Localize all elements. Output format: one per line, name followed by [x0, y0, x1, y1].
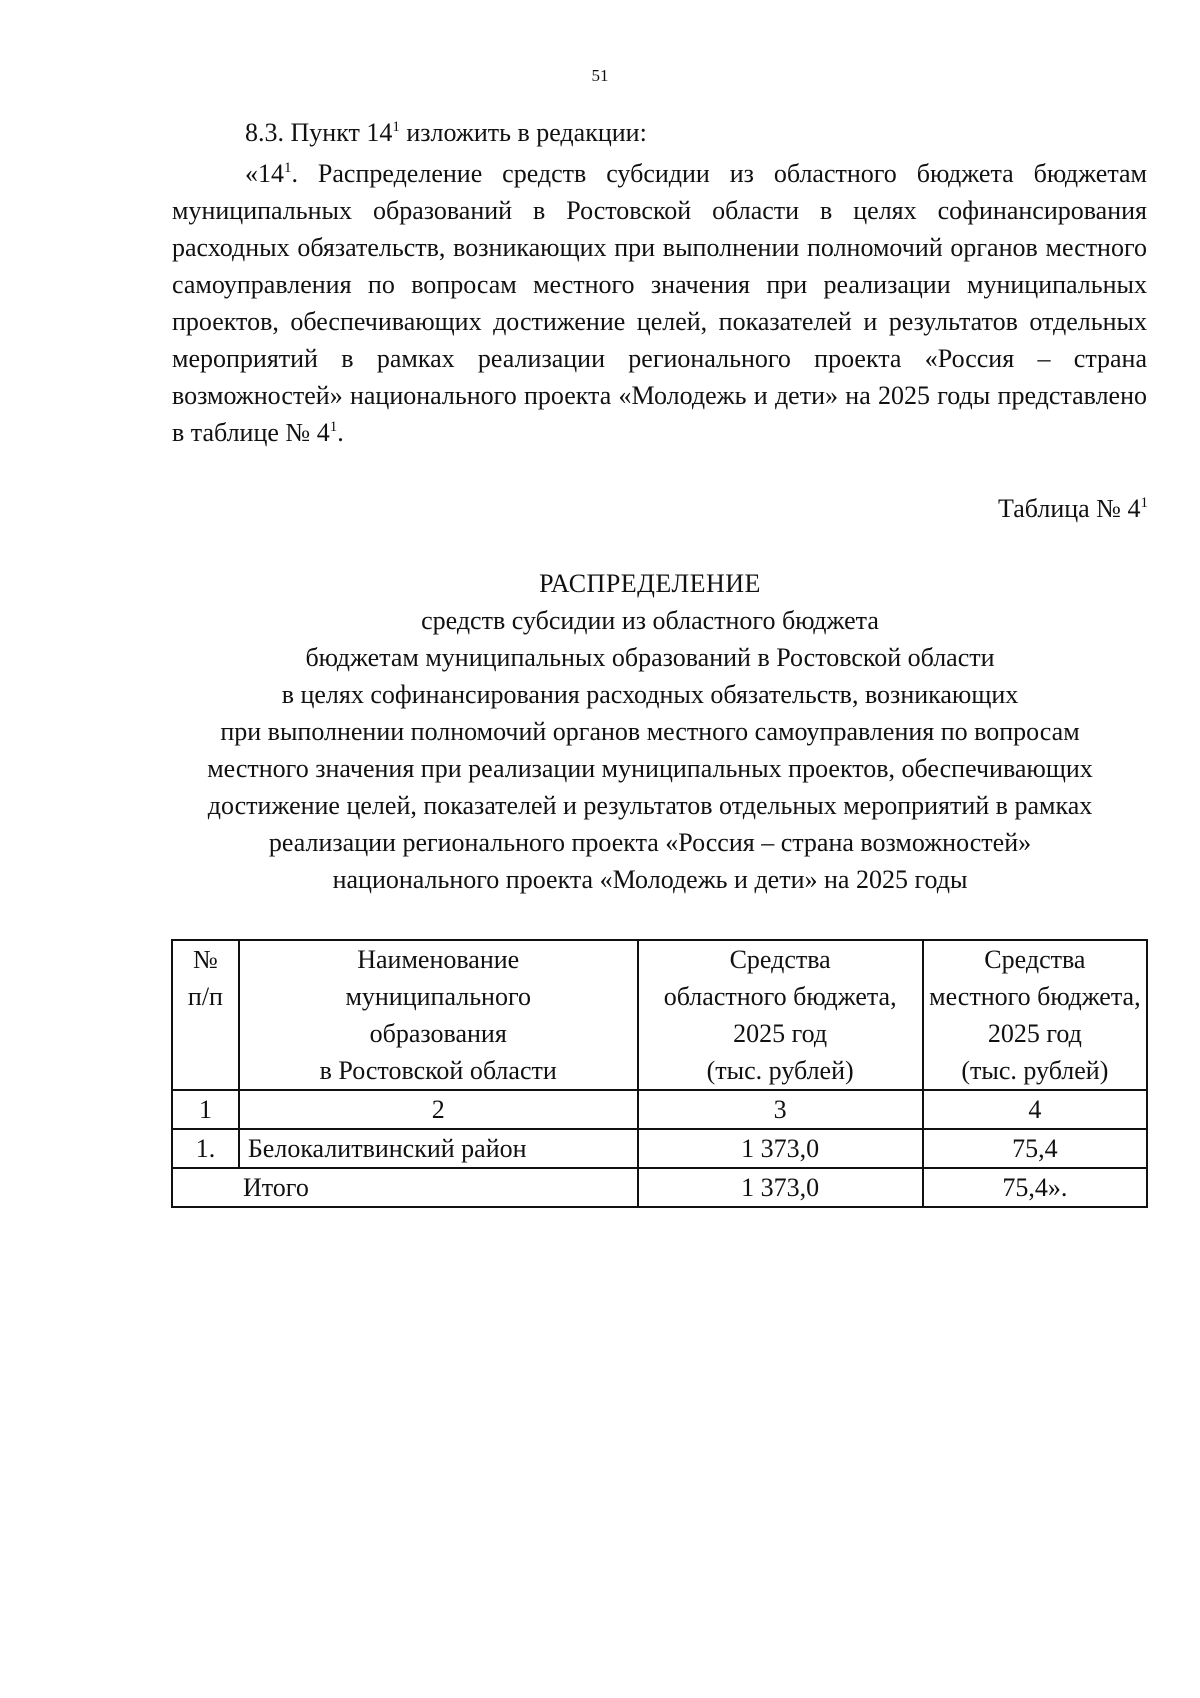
- header-regional-line: областного бюджета,: [663, 982, 897, 1011]
- distribution-table: [171, 939, 1148, 1208]
- title-line: достижение целей, показателей и результатов отдельных мероприятий в рамках: [207, 791, 1093, 820]
- header-regional-line: 2025 год: [733, 1019, 828, 1048]
- header-regional: [638, 940, 923, 1090]
- title-line: в целях софинансирования расходных обязательств, возникающих: [281, 680, 1019, 709]
- header-local-line: местного бюджета,: [929, 982, 1141, 1011]
- header-local-line: (тыс. рублей): [961, 1056, 1109, 1085]
- amendment-prefix: 8.3. Пункт 14: [245, 118, 393, 147]
- table-label-superscript: 1: [1140, 495, 1148, 511]
- header-local-line: 2025 год: [987, 1019, 1082, 1048]
- paragraph-superscript-1: 1: [284, 160, 292, 176]
- total-local-cell: 75,4».: [923, 1168, 1147, 1207]
- title-line: средств субсидии из областного бюджета: [421, 606, 879, 635]
- amendment-suffix: изложить в редакции:: [399, 118, 647, 147]
- amendment-line: [245, 118, 647, 148]
- title-line: местного значения при реализации муниципальных проектов, обеспечивающих: [207, 754, 1093, 783]
- table-row: [172, 1129, 1147, 1168]
- total-regional-cell: 1 373,0: [638, 1168, 923, 1207]
- title-line: реализации регионального проекта «Россия – страна возможностей»: [268, 828, 1032, 857]
- header-regional-line: Средства: [729, 945, 831, 974]
- column-number-cell: 4: [923, 1090, 1147, 1129]
- table-label: [998, 494, 1148, 524]
- table-header-row: [172, 940, 1147, 1090]
- table-label-text: Таблица № 4: [997, 494, 1141, 523]
- title-line: при выполнении полномочий органов местного самоуправления по вопросам: [220, 717, 1080, 746]
- row-name-cell: Белокалитвинский район: [239, 1129, 638, 1168]
- total-label-cell: Итого: [172, 1168, 638, 1207]
- paragraph-superscript-2: 1: [329, 419, 338, 435]
- paragraph-open: «14: [245, 159, 284, 188]
- distribution-title: [150, 565, 1150, 898]
- column-number-row: [172, 1090, 1147, 1129]
- amendment-superscript: 1: [392, 119, 400, 135]
- amendment-paragraph: [172, 155, 1147, 451]
- header-local-line: Средства: [984, 945, 1086, 974]
- header-name-line: образования: [369, 1019, 507, 1048]
- title-heading: РАСПРЕДЕЛЕНИЕ: [539, 569, 761, 598]
- header-local: [923, 940, 1147, 1090]
- paragraph-body: . Распределение средств субсидии из областного бюджета бюджетам муниципальных образований в Ростовской области в целях софинансирования расходных обязательств, возникающих при выполнении полномочий органов местного самоуправления по вопросам местного значения при реализации муниципальных проектов, обеспечивающих достижение целей, показателей и результатов отдельных мероприятий в рамках реализации регионального проекта «Россия – страна возможностей» национального проекта «Молодежь и дети» на 2025 годы представлено в таблице № 4: [172, 159, 1147, 447]
- column-number-cell: 3: [638, 1090, 923, 1129]
- column-number-cell: 1: [172, 1090, 239, 1129]
- row-local-cell: 75,4: [923, 1129, 1147, 1168]
- total-row: [172, 1168, 1147, 1207]
- page-number: 51: [591, 66, 609, 85]
- column-number-cell: 2: [239, 1090, 638, 1129]
- header-name-line: в Ростовской области: [319, 1056, 557, 1085]
- header-name-line: Наименование: [357, 945, 520, 974]
- header-num: [172, 940, 239, 1090]
- title-line: бюджетам муниципальных образований в Ростовской области: [305, 643, 995, 672]
- title-line: национального проекта «Молодежь и дети» на 2025 годы: [332, 865, 968, 894]
- header-name: [239, 940, 638, 1090]
- header-regional-line: (тыс. рублей): [706, 1056, 854, 1085]
- row-num-cell: 1.: [172, 1129, 239, 1168]
- paragraph-end: .: [337, 418, 344, 447]
- header-num-line: п/п: [187, 982, 223, 1011]
- row-regional-cell: 1 373,0: [638, 1129, 923, 1168]
- header-name-line: муниципального: [345, 982, 531, 1011]
- header-num-line: №: [193, 945, 218, 974]
